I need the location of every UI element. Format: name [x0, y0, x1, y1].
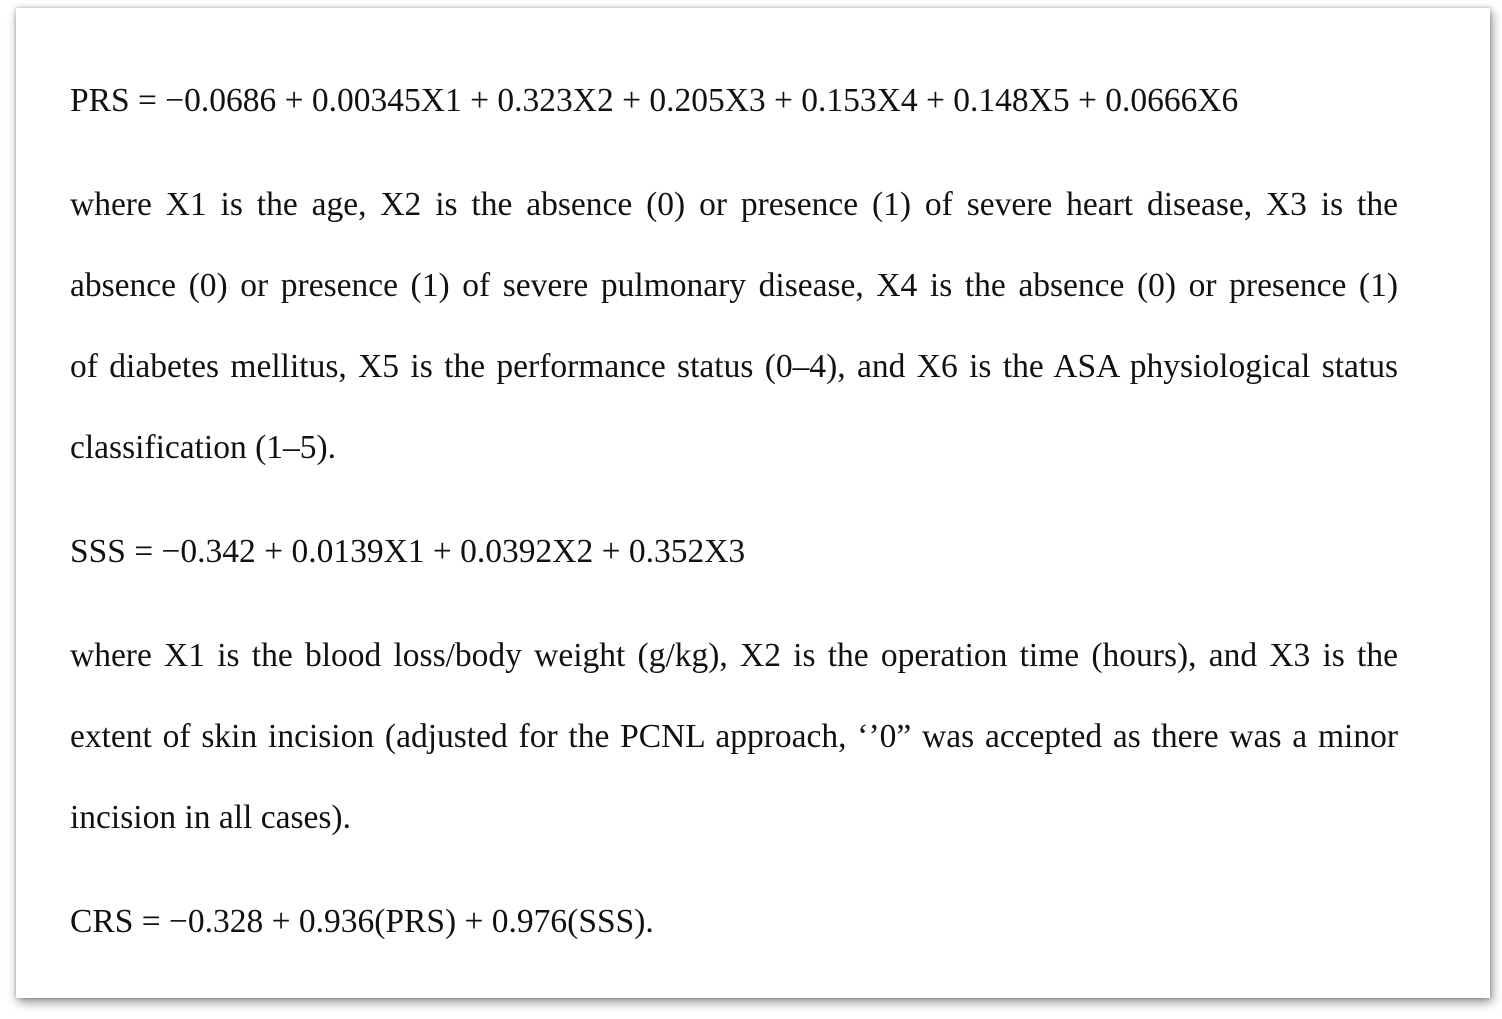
document-content [70, 60, 1398, 962]
prs-description-line: where X1 is the age, X2 is the absence (0) or presence (1) of severe heart disease, X3 is the [70, 186, 1398, 223]
sss-description [70, 615, 1398, 858]
prs-description-line: of diabetes mellitus, X5 is the performance status (0–4), and X6 is the ASA physiological status [70, 348, 1398, 385]
prs-description-line: classification (1–5). [70, 429, 337, 466]
spacer [70, 488, 1398, 511]
sss-equation: SSS = −0.342 + 0.0139X1 + 0.0392X2 + 0.352X3 [70, 533, 746, 570]
document-page [16, 8, 1490, 998]
crs-equation: CRS = −0.328 + 0.936(PRS) + 0.976(SSS). [70, 903, 654, 940]
sss-description-line: incision in all cases). [70, 799, 351, 836]
spacer [70, 141, 1398, 164]
spacer [70, 858, 1398, 881]
sss-description-line: where X1 is the blood loss/body weight (g/kg), X2 is the operation time (hours), and X3 is the [70, 637, 1398, 674]
prs-description-line: absence (0) or presence (1) of severe pulmonary disease, X4 is the absence (0) or presence (1) [70, 267, 1398, 304]
sss-description-line: extent of skin incision (adjusted for the PCNL approach, ‘’0” was accepted as there was a minor [70, 718, 1398, 755]
prs-description [70, 164, 1398, 488]
spacer [70, 592, 1398, 615]
prs-equation: PRS = −0.0686 + 0.00345X1 + 0.323X2 + 0.205X3 + 0.153X4 + 0.148X5 + 0.0666X6 [70, 82, 1239, 119]
